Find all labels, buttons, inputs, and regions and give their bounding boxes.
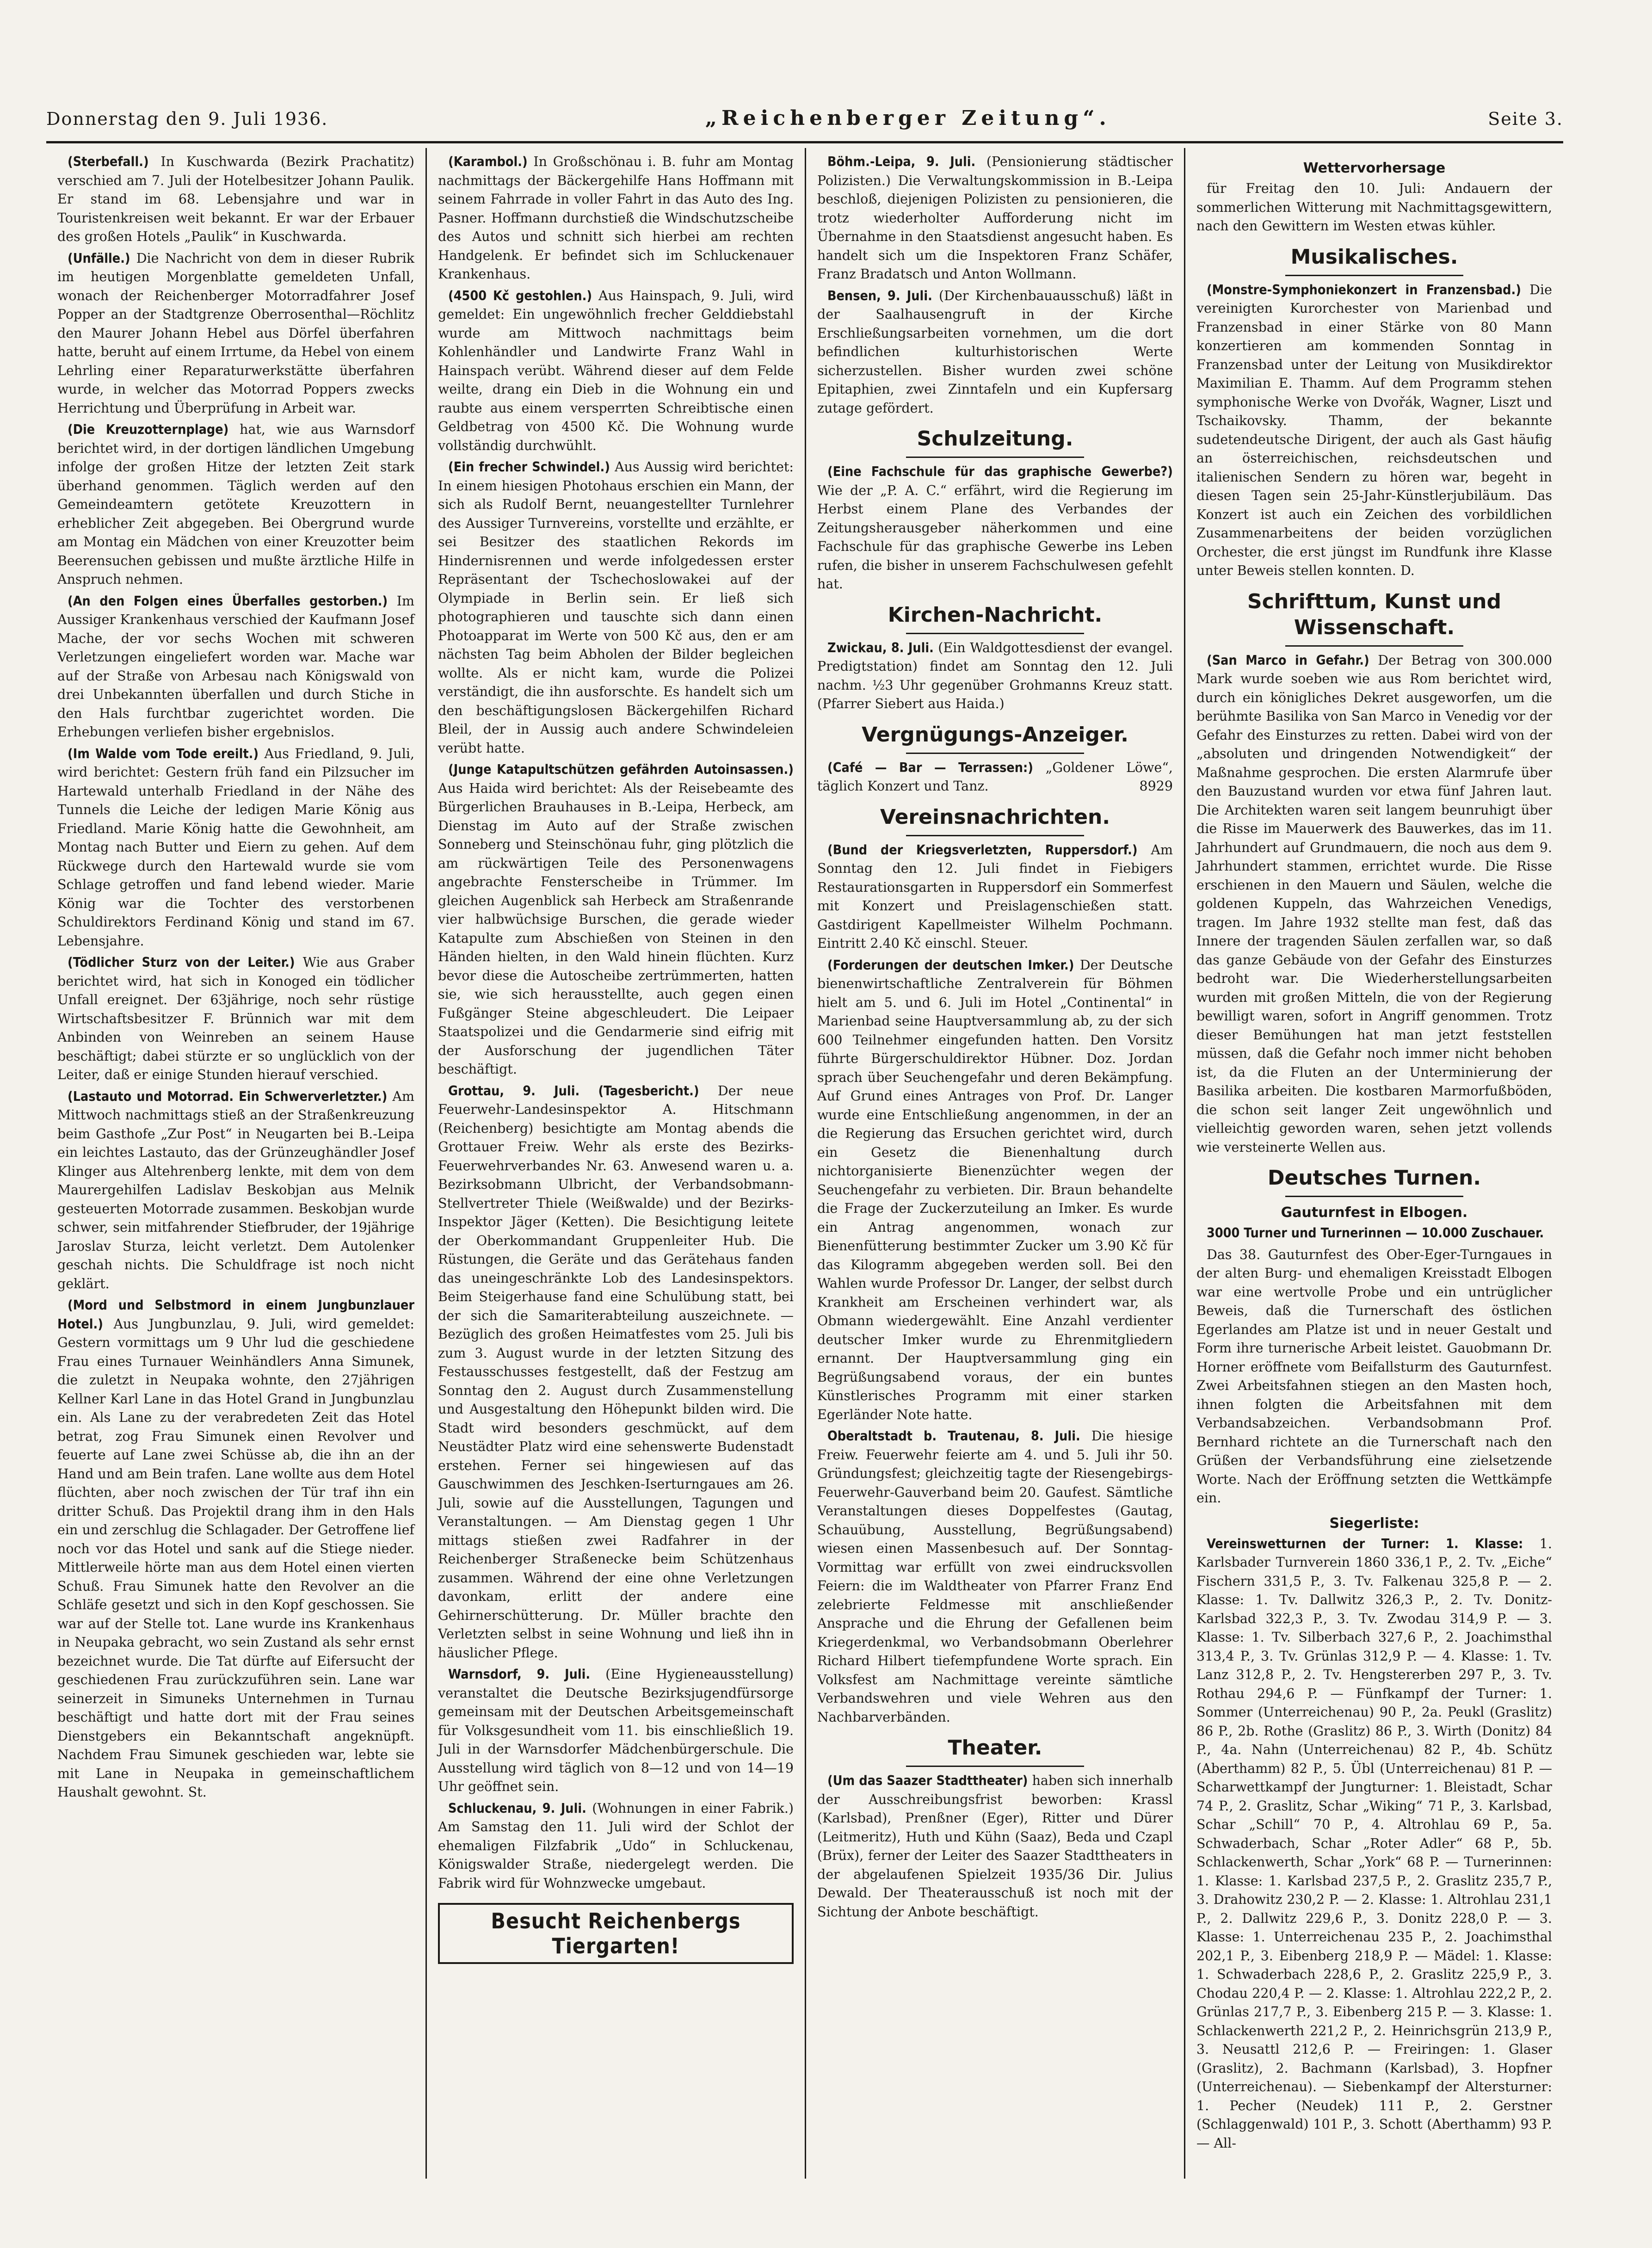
article-paragraph (57, 249, 414, 418)
article-text: Wie aus Graber berichtet wird, hat sich in Konoged ein tödlicher Unfall ereignet. Der 63jährige, noch sehr rüstige Wirtschaftsbesitzer F. Brünnich war mit dem Anbinden von Weinreben an seinem Hause beschäftigt; dabei stürzte er so unglücklich von der Leiter, daß er einige Stunden hierauf verschied. (57, 955, 414, 1082)
subheading: Siegerliste: (1329, 1515, 1419, 1532)
article-text: Der Betrag von 300.000 Mark wurde soeben wie aus Rom berichtet wird, durch ein königliches Dekret ausgeworfen, um die berühmte Basilika von San Marco in Venedig vor der Gefahr des Einsturzes zu retten. Dabei wird von der „absoluten und dringenden Notwendigkeit“ der Maßnahme gesprochen. Die ersten Alarmrufe über den Bauzustand wurden vor etwa fünf Jahren laut. Die Architekten waren seit langem beunruhigt über die Risse im Mauerwerk des Bauwerkes, das im 11. Jahrhundert auf Grundmauern, die noch aus dem 9. Jahrhundert stammen, errichtet wurde. Die Risse erschienen in den Mauern und Säulen, welche die goldenen Kuppeln, das Wahrzeichen Venedigs, tragen. Im Jahre 1932 stellte man fest, daß das Innere der tragenden Säulen zerfallen war, so daß das ganze Gebäude von der Gefahr des Einsturzes bedroht war. Die Wiederherstellungsarbeiten wurden mit großen Mitteln, die von der Regierung bewilligt waren, sofort in Angriff genommen. Trotz dieser Bemühungen hat man jetzt feststellen müssen, daß die Gefahr noch immer nicht behoben ist, da die Fluten an der Unterminierung der Basilika arbeiten. Die kostbaren Marmorfußböden, die schon seit langer Zeit ungewöhnlich und vielleichtig geworden waren, sehen jetzt vollends wie versteinerte Wellen aus. (1196, 652, 1552, 1155)
article-kicker: Bensen, 9. Juli. (827, 288, 939, 303)
article-text: hat, wie aus Warnsdorf berichtet wird, in der dortigen ländlichen Umgebung infolge der großen Hitze der letzten Zeit stark überhand genommen. Täglich werden auf den Gemeindeamtern getötete Kreuzottern in erheblicher Zeit abgegeben. Bei Obergrund wurde am Montag ein Mädchen von einer Kreuzotter beim Beerensuchen gebissen und mußte ärztliche Hilfe in Anspruch nehmen. (57, 422, 414, 587)
article-kicker: (An den Folgen eines Überfalles gestorben.) (68, 593, 397, 609)
section-heading: Musikalisches. (1290, 245, 1458, 269)
article-text: (Der Kirchenbauausschuß) läßt in der Saalhausengruft in der Kirche Erschließungsarbeiten vornehmen, um die dort befindlichen kulturhistorischen Werte sicherzustellen. Bisher wurden zwei schöne Epitaphien, zwei Zinntafeln und ein Kupfersarg zutage gefördert. (817, 288, 1173, 416)
column-1 (46, 148, 425, 2179)
heading-rule (1285, 1196, 1463, 1197)
heading-rule (906, 753, 1084, 754)
article-text: Am Mittwoch nachmittags stieß an der Straßenkreuzung beim Gasthofe „Zur Post“ in Neugarten bei B.-Leipa ein leichtes Lastauto, das der Grünzeughändler Josef Klinger aus Altehrenberg lenkte, mit dem von dem Maurergehilfen Ladislav Beskobjan aus Melnik gesteuerten Motorrade zusammen. Beskobjan wurde schwer, sein mitfahrender Stiefbruder, der 19jährige Jaroslav Sturza, leicht verletzt. Dem Autolenker geschah nichts. Die Schuldfrage ist noch nicht geklärt. (57, 1088, 414, 1291)
article-kicker: (Unfälle.) (68, 250, 136, 266)
article-kicker: (Sterbefall.) (68, 154, 161, 169)
article-kicker: (Forderungen der deutschen Imker.) (827, 957, 1080, 973)
article-paragraph (1196, 1224, 1552, 1243)
article-paragraph (817, 841, 1173, 953)
article-text: Wie der „P. A. C.“ erfährt, wird die Regierung im Herbst einem Plane des Verbandes der Zeitungsherausgeber näherkommen und eine Fachschule für das graphische Gewerbe ins Leben rufen, die bisher in unserem Fachschulwesen gefehlt hat. (817, 482, 1173, 592)
article-paragraph (817, 956, 1173, 1425)
article-text: Die hiesige Freiw. Feuerwehr feierte am 4. und 5. Juli ihr 50. Gründungsfest; gleichzeitig tagte der Riesengebirgs-Feuerwehr-Gauverband beim 20. Gaufest. Sämtliche Veranstaltungen dieses Doppelfestes (Gautag, Schauübung, Ausstellung, Begrüßungsabend) wiesen einen Massenbesuch auf. Der Sonntag-Vormittag war erfüllt von zwei eindrucksvollen Feiern: die im Waldtheater von Pfarrer Franz End zelebrierte Feldmesse mit anschließender Ansprache und die Ehrung der Gefallenen beim Kriegerdenkmal, wo Verbandsobmann Oberlehrer Richard Hilbert tiefempfundene Worte sprach. Ein Volksfest am Nachmittage vereinte sämtliche Verbandswehren und viele Wehren aus den Nachbarverbänden. (817, 1428, 1173, 1725)
article-text: In Kuschwarda (Bezirk Prachatitz) verschied am 7. Juli der Hotelbesitzer Johann Paulik. Er stand im 68. Lebensjahre und war in Touristenkreisen weit bekannt. Er war der Erbauer des großen Hotels „Paulik“ in Kuschwarda. (57, 154, 414, 244)
article-paragraph (438, 287, 794, 456)
article-paragraph (438, 458, 794, 758)
article-text: Die vereinigten Kurorchester von Marienbad und Franzensbad in einer Stärke von 80 Mann konzertieren am kommenden Sonntag in Franzensbad unter der Leitung von Musikdirektor Maximilian E. Thamm. Auf dem Programm stehen symphonische Werke von Dvořák, Wagner, Liszt und Tschaikovsky. Thamm, der bekannte sudetendeutsche Dirigent, der auch als Gast häufig an österreichischen, reichsdeutschen und italienischen Sendern zu hören war, begeht in diesen Tagen sein 25-Jahr-Künstlerjubiläum. Das Konzert ist auch ein Zeichen des vorbildlichen Zusammenarbeitens der beiden vorzüglichen Orchester, die erst jüngst im Rundfunk ihre Klasse unter Beweis stellen konnten. D. (1196, 282, 1552, 578)
section-heading: Vereinsnachrichten. (880, 805, 1110, 829)
article-text: (Ein Waldgottesdienst der evangel. Predigtstation) findet am Sonntag den 12. Juli nachm. ½3 Uhr gegenüber Grohmanns Kreuz statt. (Pfarrer Siebert aus Haida.) (817, 640, 1173, 711)
article-text: Aus Jungbunzlau, 9. Juli, wird gemeldet: Gestern vormittags um 9 Uhr lud die geschiedene Frau eines Turnauer Weinhändlers Anna Simunek, die zuletzt in Neupaka wohnte, den 27jährigen Kellner Karl Lane in das Hotel Grand in Jungbunzlau ein. Als Lane zu der verabredeten Zeit das Hotel betrat, zog Frau Simunek einen Revolver und feuerte auf Lane zwei Schüsse ab, die ihn an der Hand und am Bein trafen. Lane wollte aus dem Hotel flüchten, aber noch zwischen der Tür traf ihn ein dritter Schuß. Das Projektil drang ihm in den Hals ein und zerschlug die Schlagader. Der Getroffene lief noch vor das Hotel und sank auf die Stiege nieder. Mittlerweile hörte man aus dem Hotel einen vierten Schuß. Frau Simunek hatte den Revolver an die Schläfe gesetzt und sich in den Kopf geschossen. Sie war auf der Stelle tot. Lane wurde ins Krankenhaus in Neupaka gebracht, wo sein Zustand als sehr ernst bezeichnet wurde. Die Tat dürfte auf Eifersucht der geschiedenen Frau zurückzuführen sein. Lane war seinerzeit in Simuneks Unternehmen in Turnau beschäftigt und hatte dort mit der Frau seines Dienstgebers ein Bekanntschaft angeknüpft. Nachdem Frau Simunek geschieden war, lebte sie mit Lane in Neupaka in gemeinschaftlichem Haushalt gewohnt. St. (57, 1316, 414, 1800)
section-heading: Schulzeitung. (917, 427, 1073, 451)
article-text: Der neue Feuerwehr-Landesinspektor A. Hitschmann (Reichenberg) besichtigte am Montag abends die Grottauer Freiw. Wehr als erste des Bezirks-Feuerwehrverbandes Nr. 63. Anwesend waren u. a. Bezirksobmann Ulbricht, der Verbandsobmann-Stellvertreter Thiele (Weißwalde) und der Bezirks-Inspektor Jäger (Ketten). Die Besichtigung leitete der Oberkommandant Gruppenleiter Hub. Die Rüstungen, die Geräte und das Gerätehaus fanden das uneingeschränkte Lob des Landesinspektors. Beim Steigerhause fand eine Schulübung statt, bei der sich die Samariterabteilung auszeichnete. — Bezüglich des großen Heimatfestes vom 25. Juli bis zum 3. August wurde in der letzten Sitzung des Festausschusses festgestellt, daß der Festzug am Sonntag den 2. August durch Zusammenstellung und Ausgestaltung den Höhepunkt bilden wird. Die Stadt wird besonders geschmückt, auf dem Neustädter Platz wird eine sehenswerte Budenstadt erstehen. Ferner sei hingewiesen auf das Gauschwimmen des Jeschken-Iserturngaues am 26. Juli, sowie auf die Ausstellungen, Tagungen und Veranstaltungen. — Am Dienstag gegen 1 Uhr mittags stießen zwei Radfahrer in der Reichenberger Straßenecke beim Schützenhaus zusammen. Während der eine ohne Verletzungen davonkam, erlitt der andere eine Gehirnerschütterung. Dr. Müller brachte den Verletzten selbst in seine Wohnung und ließ ihn in häuslicher Pflege. (438, 1083, 794, 1661)
advert-box: Besucht Reichenbergs Tiergarten! (438, 1903, 794, 1964)
article-paragraph (57, 420, 414, 589)
article-kicker: (Tödlicher Sturz von der Leiter.) (68, 955, 303, 970)
header-rule (46, 141, 1563, 143)
article-kicker: (Mord und Selbstmord in einem Jungbunzlauer Hotel.) (57, 1297, 414, 1332)
section-heading: Deutsches Turnen. (1267, 1166, 1481, 1190)
heading-rule (1285, 645, 1463, 647)
article-kicker: Zwickau, 8. Juli. (827, 640, 938, 655)
article-kicker: (San Marco in Gefahr.) (1207, 652, 1378, 668)
article-paragraph (1196, 281, 1552, 581)
article-paragraph (57, 592, 414, 742)
article-paragraph (817, 1427, 1173, 1727)
article-paragraph (817, 287, 1173, 418)
article-paragraph (817, 153, 1173, 284)
heading-rule (906, 457, 1084, 458)
article-text: Aus Aussig wird berichtet: In einem hiesigen Photohaus erschien ein Mann, der sich als Rudolf Bernt, neuangestellter Turnlehrer des Aussiger Turnvereins, vorstellte und erzählte, er sei Besitzer des staatlichen Rekords im Hindernisrennen und werde infolgedessen erster Repräsentant der Tschechoslowakei auf der Olympiade in Berlin sein. Er ließ sich photographieren und tauschte sich dann einen Photoapparat im Werte von 500 Kč aus, den er am nächsten Tag beim Abholen der Bilder begleichen wollte. Als er nicht kam, wurde die Polizei verständigt, die ihn ausforschte. Es handelt sich um den beschäftigungslosen Bäckergehilfen Richard Bleil, der in Aussig auch andere Schwindeleien verübt hatte. (438, 459, 794, 756)
article-kicker: (Karambol.) (448, 154, 534, 169)
article-paragraph (438, 1665, 794, 1797)
listing-text: „Goldener Löwe“, täglich Konzert und Tanz. (817, 760, 1173, 794)
article-kicker: (Die Kreuzotternplage) (68, 422, 240, 437)
columns (46, 148, 1563, 2179)
article-text: Das 38. Gauturnfest des Ober-Eger-Turngaues in der alten Burg- und ehemaligen Kreisstadt Elbogen war eine wertvolle Probe und ein untrüglicher Beweis, daß die Turnerschaft des östlichen Egerlandes am Platze ist und in neuer Gestalt und Form ihre turnerische Arbeit leistet. Gauobmann Dr. Horner eröffnete vom Beifallsturm des Gauturnfest. Zwei Arbeitsfahnen stiegen an den Masten hoch, ihnen folgten die Arbeitsfahnen mit dem Verbandsabzeichen. Verbandsobmann Prof. Bernhard richtete an die Turnerschaft nach den Grüßen der Verbandsführung eine zielsetzende Worte. Nach der Eröffnung setzten die Wettkämpfe ein. (1196, 1247, 1552, 1506)
article-kicker: (Ein frecher Schwindel.) (448, 459, 615, 475)
section-heading: Kirchen-Nachricht. (888, 603, 1103, 627)
subheading: Wettervorhersage (1303, 160, 1446, 176)
article-text: für Freitag den 10. Juli: Andauern der sommerlichen Witterung mit Nachmittagsgewittern, nach den Gewittern im Westen etwas kühler. (1196, 181, 1552, 234)
article-paragraph (57, 953, 414, 1085)
article-paragraph (57, 1296, 414, 1802)
article-text: 1. Karlsbader Turnverein 1860 336,1 P., 2. Tv. „Eiche“ Fischern 331,5 P., 3. Tv. Falkenau 325,8 P. — 2. Klasse: 1. Tv. Dallwitz 326,3 P., 2. Tv. Donitz-Karlsbad 322,3 P., 3. Tv. Zwodau 314,9 P. — 3. Klasse: 1. Tv. Silberbach 327,6 P., 2. Joachimsthal 313,4 P., 3. Tv. Grünlas 312,9 P. — 4. Klasse: 1. Tv. Lanz 312,8 P., 2. Tv. Hengstererben 297 P., 3. Tv. Rothau 294,6 P. — Fünfkampf der Turner: 1. Sommer (Unterreichenau) 90 P., 2a. Peukl (Graslitz) 86 P., 2b. Rothe (Graslitz) 86 P., 3. Wirth (Donitz) 84 P., 4a. Nahn (Unterreichenau) 82 P., 4b. Schütz (Aberthamm) 82 P., 5. Übl (Unterreichenau) 81 P. — Scharwettkampf der Jungturner: 1. Bleistadt, Schar 74 P., 2. Graslitz, Schar „Wiking“ 71 P., 3. Karlsbad, Schar „Schill“ 70 P., 4. Altrohlau 69 P., 5a. Schwaderbach, Schar „Roter Adler“ 68 P., 5b. Schlackenwerth, Schar „York“ 68 P. — Turnerinnen: 1. Klasse: 1. Karlsbad 237,5 P., 2. Graslitz 235,7 P., 3. Drahowitz 230,2 P. — 2. Klasse: 1. Altrohlau 231,1 P., 2. Dallwitz 229,6 P., 3. Donitz 228,0 P. — 3. Klasse: 1. Unterreichenau 235 P., 2. Joachimsthal 202,1 P., 3. Eibenberg 218,9 P. — Mädel: 1. Klasse: 1. Schwaderbach 228,6 P., 2. Graslitz 225,9 P., 3. Chodau 220,4 P. — 2. Klasse: 1. Altrohlau 222,2 P., 2. Grünlas 217,7 P., 3. Eibenberg 215 P. — 3. Klasse: 1. Schlackenwerth 221,2 P., 2. Heinrichsgrün 213,9 P., 3. Neusattl 212,6 P. — Freiringen: 1. Glaser (Graslitz), 2. Bachmann (Karlsbad), 3. Hopfner (Unterreichenau). — Siebenkampf der Altersturner: 1. Pecher (Neudek) 111 P., 2. Gerstner (Schlaggenwald) 101 P., 3. Schott (Aberthamm) 93 P. — All- (1196, 1536, 1552, 2151)
article-paragraph (438, 1799, 794, 1893)
article-paragraph (1196, 179, 1552, 236)
article-kicker: Vereinswetturnen der Turner: 1. Klasse: (1207, 1536, 1540, 1551)
article-text: Aus Hainspach, 9. Juli, wird gemeldet: Ein ungewöhnlich frecher Gelddiebstahl wurde am Mittwoch nachmittags beim Kohlenhändler und Landwirte Franz Wahl in Hainspach verübt. Während dieser auf dem Felde weilte, drang ein Dieb in die Wohnung ein und raubte aus einem versperrten Schreibtische einen Geldbetrag von 4500 Kč. Die Wohnung wurde vollständig durchwühlt. (438, 288, 794, 453)
article-kicker: (4500 Kč gestohlen.) (448, 288, 598, 303)
masthead: „Reichenberger Zeitung“. (705, 106, 1111, 130)
subheading: Gauturnfest in Elbogen. (1281, 1204, 1468, 1221)
article-kicker: (Um das Saazer Stadttheater) (827, 1773, 1032, 1788)
heading-rule (906, 1766, 1084, 1767)
article-paragraph (438, 760, 794, 1079)
article-kicker: Schluckenau, 9. Juli. (448, 1800, 592, 1816)
column-4 (1184, 148, 1563, 2179)
article-paragraph (57, 1087, 414, 1294)
article-paragraph (1196, 1246, 1552, 1508)
article-paragraph (1196, 651, 1552, 1157)
article-kicker: (Junge Katapultschützen gefährden Autoinsassen.) (448, 762, 794, 777)
article-kicker: (Lastauto und Motorrad. Ein Schwerverletzter.) (68, 1088, 393, 1104)
article-text: (Eine Hygieneausstellung) veranstaltet die Deutsche Bezirksjugendfürsorge gemeinsam mit der Deutschen Arbeitsgemeinschaft für Volksgesundheit vom 11. bis einschließlich 19. Juli in der Warnsdorfer Mädchenbürgerschule. Die Ausstellung wird täglich von 8—12 und von 14—19 Uhr geöffnet sein. (438, 1667, 794, 1794)
article-text: Aus Haida wird berichtet: Als der Reisebeamte des Bürgerlichen Brauhauses in B.-Leipa, Herbeck, am Dienstag im Auto auf der Straße zwischen Sonneberg und Steinschönau fuhr, ging plötzlich die am rückwärtigen Teile des Personenwagens angebrachte Fensterscheibe in Trümmer. Im gleichen Augenblick sah Herbeck am Straßenrande vier halbwüchsige Burschen, die gerade wieder Katapulte zum Abschießen von Steinen in den Händen hielten, in den Wald hinein flüchten. Kurz bevor diese die Autoscheibe zertrümmerten, hatten sie, wie sich herausstellte, auch gegen einen Fußgänger Steine abgeschleudert. Die Leipaer Staatspolizei und die Gendarmerie sind eifrig mit der Ausforschung der jugendlichen Täter beschäftigt. (438, 780, 794, 1077)
page-number: Seite 3. (1488, 109, 1563, 129)
heading-rule (1285, 275, 1463, 276)
article-text: haben sich innerhalb der Ausschreibungsfrist beworben: Krassl (Karlsbad), Prenßner (Eger), Ritter und Dürer (Leitmeritz), Huth und Kühn (Saaz), Beda und Czapl (Brüx), ferner der Leiter des Saazer Stadttheaters in der abgelaufenen Spielzeit 1935/36 Dir. Julius Dewald. Der Theaterausschuß ist noch mit der Sichtung der Anbote beschäftigt. (817, 1773, 1173, 1920)
article-text: Der Deutsche bienenwirtschaftliche Zentralverein für Böhmen hielt am 5. und 6. Juli im Hotel „Continental“ in Marienbad seine Hauptversammlung ab, zu der sich 600 Teilnehmer eingefunden hatten. Den Vorsitz führte Bürgerschuldirektor Hübner. Doz. Jordan sprach über Seuchengefahr und deren Bekämpfung. Auf Grund eines Antrages von Prof. Dr. Langer wurde eine Entschließung angenommen, in der an die Regierung das Ersuchen gerichtet wird, durch ein Gesetz die Bienenhaltung durch nichtorganisierte Bienenzüchter wegen der Seuchengefahr zu verbieten. Dir. Braun behandelte die Frage der Zuckerzuteilung an Imker. Es wurde ein Antrag angenommen, wonach zur Bienenfütterung bestimmter Zucker um 3.90 Kč für das Kilogramm abgegeben werden soll. Bei den Wahlen wurde Professor Dr. Langer, der selbst durch Krankheit am Erscheinen verhindert war, als Obmann wiedergewählt. Eine Anzahl verdienter deutscher Imker wurde zu Ehrenmitgliedern ernannt. Der Hauptversammlung ging ein Begrüßungsabend voraus, der ein buntes Künstlerisches Programm mit einer starken Egerländer Note hatte. (817, 957, 1173, 1422)
section-heading: Vergnügungs-Anzeiger. (862, 723, 1128, 747)
article-text: In Großschönau i. B. fuhr am Montag nachmittags der Bäckergehilfe Hans Hoffmann mit seinem Fahrrade in voller Fahrt in das Auto des Ing. Pasner. Hoffmann durchstieß die Windschutzscheibe des Autos und schnitt sich hierbei am rechten Handgelenk. Er befindet sich im Schluckenauer Krankenhaus. (438, 154, 794, 282)
article-kicker: (Monstre-Symphoniekonzert in Franzensbad.) (1207, 282, 1530, 297)
article-paragraph (438, 153, 794, 284)
issue-date: Donnerstag den 9. Juli 1936. (46, 109, 328, 129)
listing-item (817, 759, 1173, 796)
article-kicker: Warnsdorf, 9. Juli. (448, 1667, 606, 1682)
article-kicker: (Bund der Kriegsverletzten, Ruppersdorf.) (827, 842, 1151, 858)
listing-kicker: (Café — Bar — Terrassen:) (827, 760, 1033, 775)
heading-rule (906, 633, 1084, 634)
article-paragraph (817, 639, 1173, 714)
article-kicker: Oberaltstadt b. Trautenau, 8. Juli. (827, 1428, 1091, 1444)
article-text: Aus Friedland, 9. Juli, wird berichtet: Gestern früh fand ein Pilzsucher im Hartewald unterhalb Friedland in der Nähe des Tunnels die Leiche der ledigen Marie König aus Friedland. Marie König hatte die Gewohnheit, am Montag nach Butter und Eiern zu gehen. Auf dem Rückwege durch den Hartewald wurde sie vom Schlage getroffen und fand lebend wieder. Marie König war die Tochter des verstorbenen Schuldirektors Ferdinand König und stand im 67. Lebensjahre. (57, 746, 414, 949)
article-kicker: Grottau, 9. Juli. (Tagesbericht.) (448, 1083, 718, 1099)
listing-number: 8929 (1139, 778, 1173, 794)
section-heading: Schrifttum, Kunst und Wissenschaft. (1247, 589, 1501, 639)
newspaper-page (46, 74, 1563, 2202)
article-kicker: (Im Walde vom Tode ereilt.) (68, 746, 265, 761)
article-text: (Pensionierung städtischer Polizisten.) Die Verwaltungskommission in B.-Leipa beschloß, diejenigen Polizisten zu pensionieren, die trotz wiederholter Aufforderung nicht im Übernahme in den Staatsdienst angesucht haben. Es handelt sich um die Inspektoren Franz Schäfer, Franz Bradatsch und Anton Wollmann. (817, 154, 1173, 282)
article-paragraph (57, 745, 414, 951)
heading-rule (906, 835, 1084, 836)
article-text: Im Aussiger Krankenhaus verschied der Kaufmann Josef Mache, der vor sechs Wochen mit schweren Verletzungen eingeliefert worden war. Mache war auf der Straße von Arbesau nach Königswald von drei Unbekannten überfallen und durch Stiche in den Hals furchtbar zugerichtet worden. Die Erhebungen verliefen bisher ergebnislos. (57, 593, 414, 740)
column-2 (425, 148, 805, 2179)
article-text: (Wohnungen in einer Fabrik.) Am Samstag den 11. Juli wird der Schlot der ehemaligen Filzfabrik „Udo“ in Schluckenau, Königswalder Straße, niedergelegt werden. Die Fabrik wird für Wohnzwecke umgebaut. (438, 1800, 794, 1891)
article-kicker: (Eine Fachschule für das graphische Gewerbe?) (827, 464, 1173, 479)
article-paragraph (1196, 1535, 1552, 2153)
article-kicker: Böhm.-Leipa, 9. Juli. (827, 154, 986, 169)
article-kicker: 3000 Turner und Turnerinnen — 10.000 Zuschauer. (1207, 1225, 1544, 1241)
article-paragraph (817, 1772, 1173, 1921)
section-heading: Theater. (948, 1736, 1042, 1760)
article-text: Am Sonntag den 12. Juli findet in Fiebigers Restaurationsgarten in Ruppersdorf ein Sommerfest mit Konzert und Preislagenschießen statt. Gastdirigent Kapellmeister Wilhelm Pochmann. Eintritt 2.40 Kč einschl. Steuer. (817, 842, 1173, 951)
article-paragraph (57, 153, 414, 247)
article-paragraph (438, 1082, 794, 1663)
article-paragraph (817, 463, 1173, 594)
column-3 (805, 148, 1184, 2179)
article-text: Die Nachricht von dem in dieser Rubrik im heutigen Morgenblatte gemeldeten Unfall, wonach der Reichenberger Motorradfahrer Josef Popper an der Stadtgrenze Oberrosenthal—Röchlitz den Maurer Johann Hebel aus Dörfel überfahren hatte, beruht auf einem Irrtume, da Hebel von einem Lehrling einer Reparaturwerkstätte überfahren wurde, in welcher das Motorrad Poppers zwecks Herrichtung und Überprüfung in Arbeit war. (57, 250, 414, 416)
